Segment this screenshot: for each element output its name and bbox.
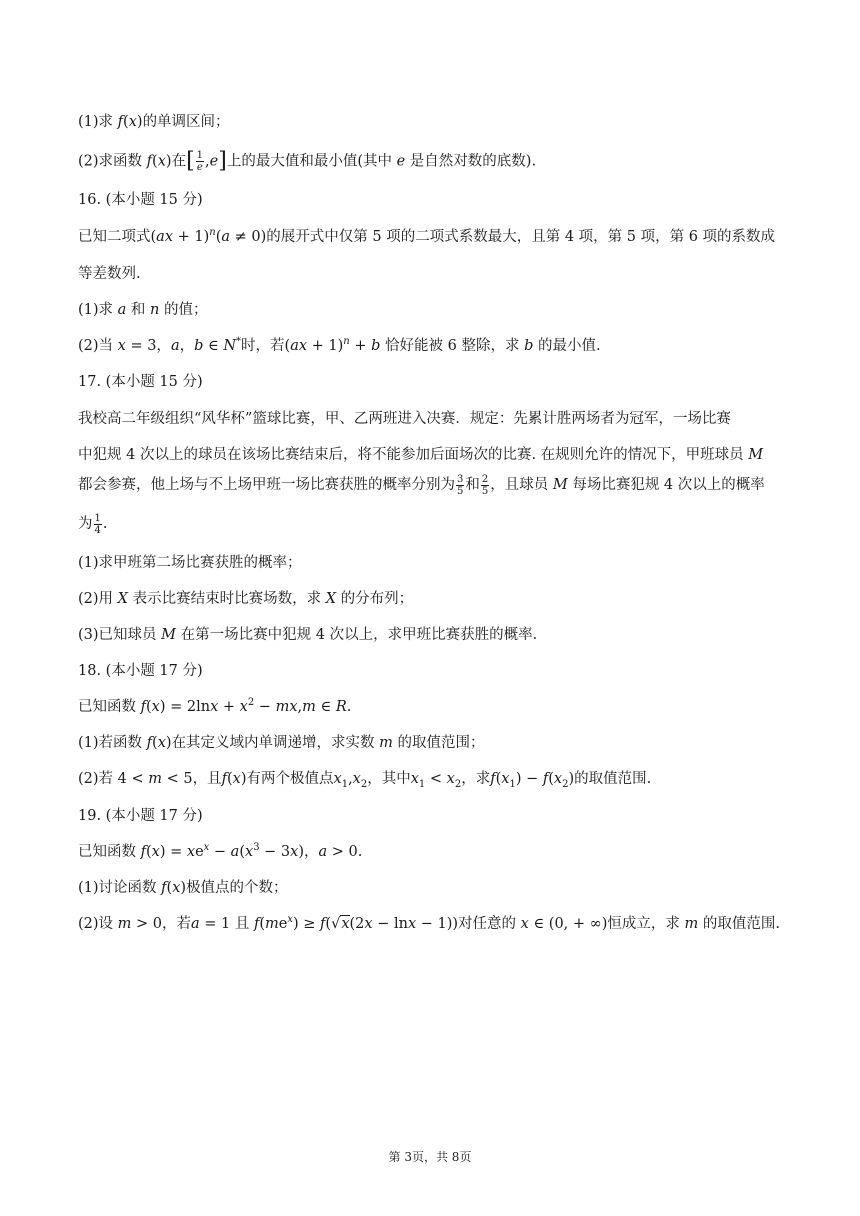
- q15-part2: (2)求函数 f(x)在[ $\frac{1}{e}$ ,e]上的最大值和最小值(其中 e 是自然对数的底数).: [78, 148, 537, 174]
- q19-part2: (2)设 m > 0，若a = 1 且 $f(me^x) \ge f(√x(2x - \ln x - 1))$对任意的 x ∈ (0, + ∞)恒成立，求 m 的取值范围.: [78, 914, 780, 932]
- q17-stem-line1: 我校高二年级组织“风华杯”篮球比赛，甲、乙两班进入决赛．规定：先累计胜两场者为冠军，一场比赛: [78, 411, 731, 427]
- q19-stem: 已知函数 $f(x) = xe^x - a(x^3 - 3x)$，a > 0.: [78, 842, 363, 860]
- q16-part1: (1)求 a 和 n 的值；: [78, 302, 208, 318]
- q18-part1: (1)若函数 f(x)在其定义域内单调递增，求实数 m 的取值范围；: [78, 735, 485, 751]
- q17-heading: 17. (本小题 15 分): [78, 374, 203, 390]
- q16-stem-line2: 等差数列.: [78, 266, 141, 282]
- page-number-footer: 第 3页，共 8页: [388, 1150, 472, 1164]
- q19-part1: (1)讨论函数 f(x)极值点的个数；: [78, 880, 288, 896]
- q17-part1: (1)求甲班第二场比赛获胜的概率；: [78, 555, 302, 571]
- q16-stem-line1: 已知二项式(ax + 1)$^n$(a ≠ 0)的展开式中仅第 5 项的二项式系数最大，且第 4 项，第 5 项，第 6 项的系数成: [78, 227, 776, 245]
- q17-part3: (3)已知球员 M 在第一场比赛中犯规 4 次以上，求甲班比赛获胜的概率.: [78, 627, 538, 643]
- q18-heading: 18. (本小题 17 分): [78, 663, 203, 679]
- q19-heading: 19. (本小题 17 分): [78, 808, 203, 824]
- q17-stem-line2: 中犯规 4 次以上的球员在该场比赛结束后，将不能参加后面场次的比赛. 在规则允许的情况下，甲班球员 M: [78, 447, 764, 463]
- q16-part2: (2)当 x = 3，a，b ∈ N*时，若(ax + 1)$^n$ + b 恰好能被 6 整除，求 b 的最小值.: [78, 336, 601, 354]
- q17-part2: (2)用 X 表示比赛结束时比赛场数，求 X 的分布列；: [78, 591, 414, 607]
- q18-stem: 已知函数 $f(x) = 2\ln x + x^2 - mx,m$ ∈ R.: [78, 697, 352, 715]
- q15-part1: (1)求 f(x)的单调区间；: [78, 114, 230, 130]
- q16-heading: 16. (本小题 15 分): [78, 192, 203, 208]
- q17-stem-line4: 为 $\frac{1}{4}$ .: [78, 512, 108, 536]
- q17-stem-line3: 都会参赛，他上场与不上场甲班一场比赛获胜的概率分别为 $\frac{3}{5}$ 和 $\frac{2}{5}$ ，且球员 M 每场比赛犯规 4 次以上的概率: [78, 473, 765, 497]
- q18-part2: (2)若 4 < m < 5，且f(x)有两个极值点$x_1,x_2$，其中$x_1 < x_2$，求$f(x_1) - f(x_2)$的取值范围.: [78, 771, 652, 790]
